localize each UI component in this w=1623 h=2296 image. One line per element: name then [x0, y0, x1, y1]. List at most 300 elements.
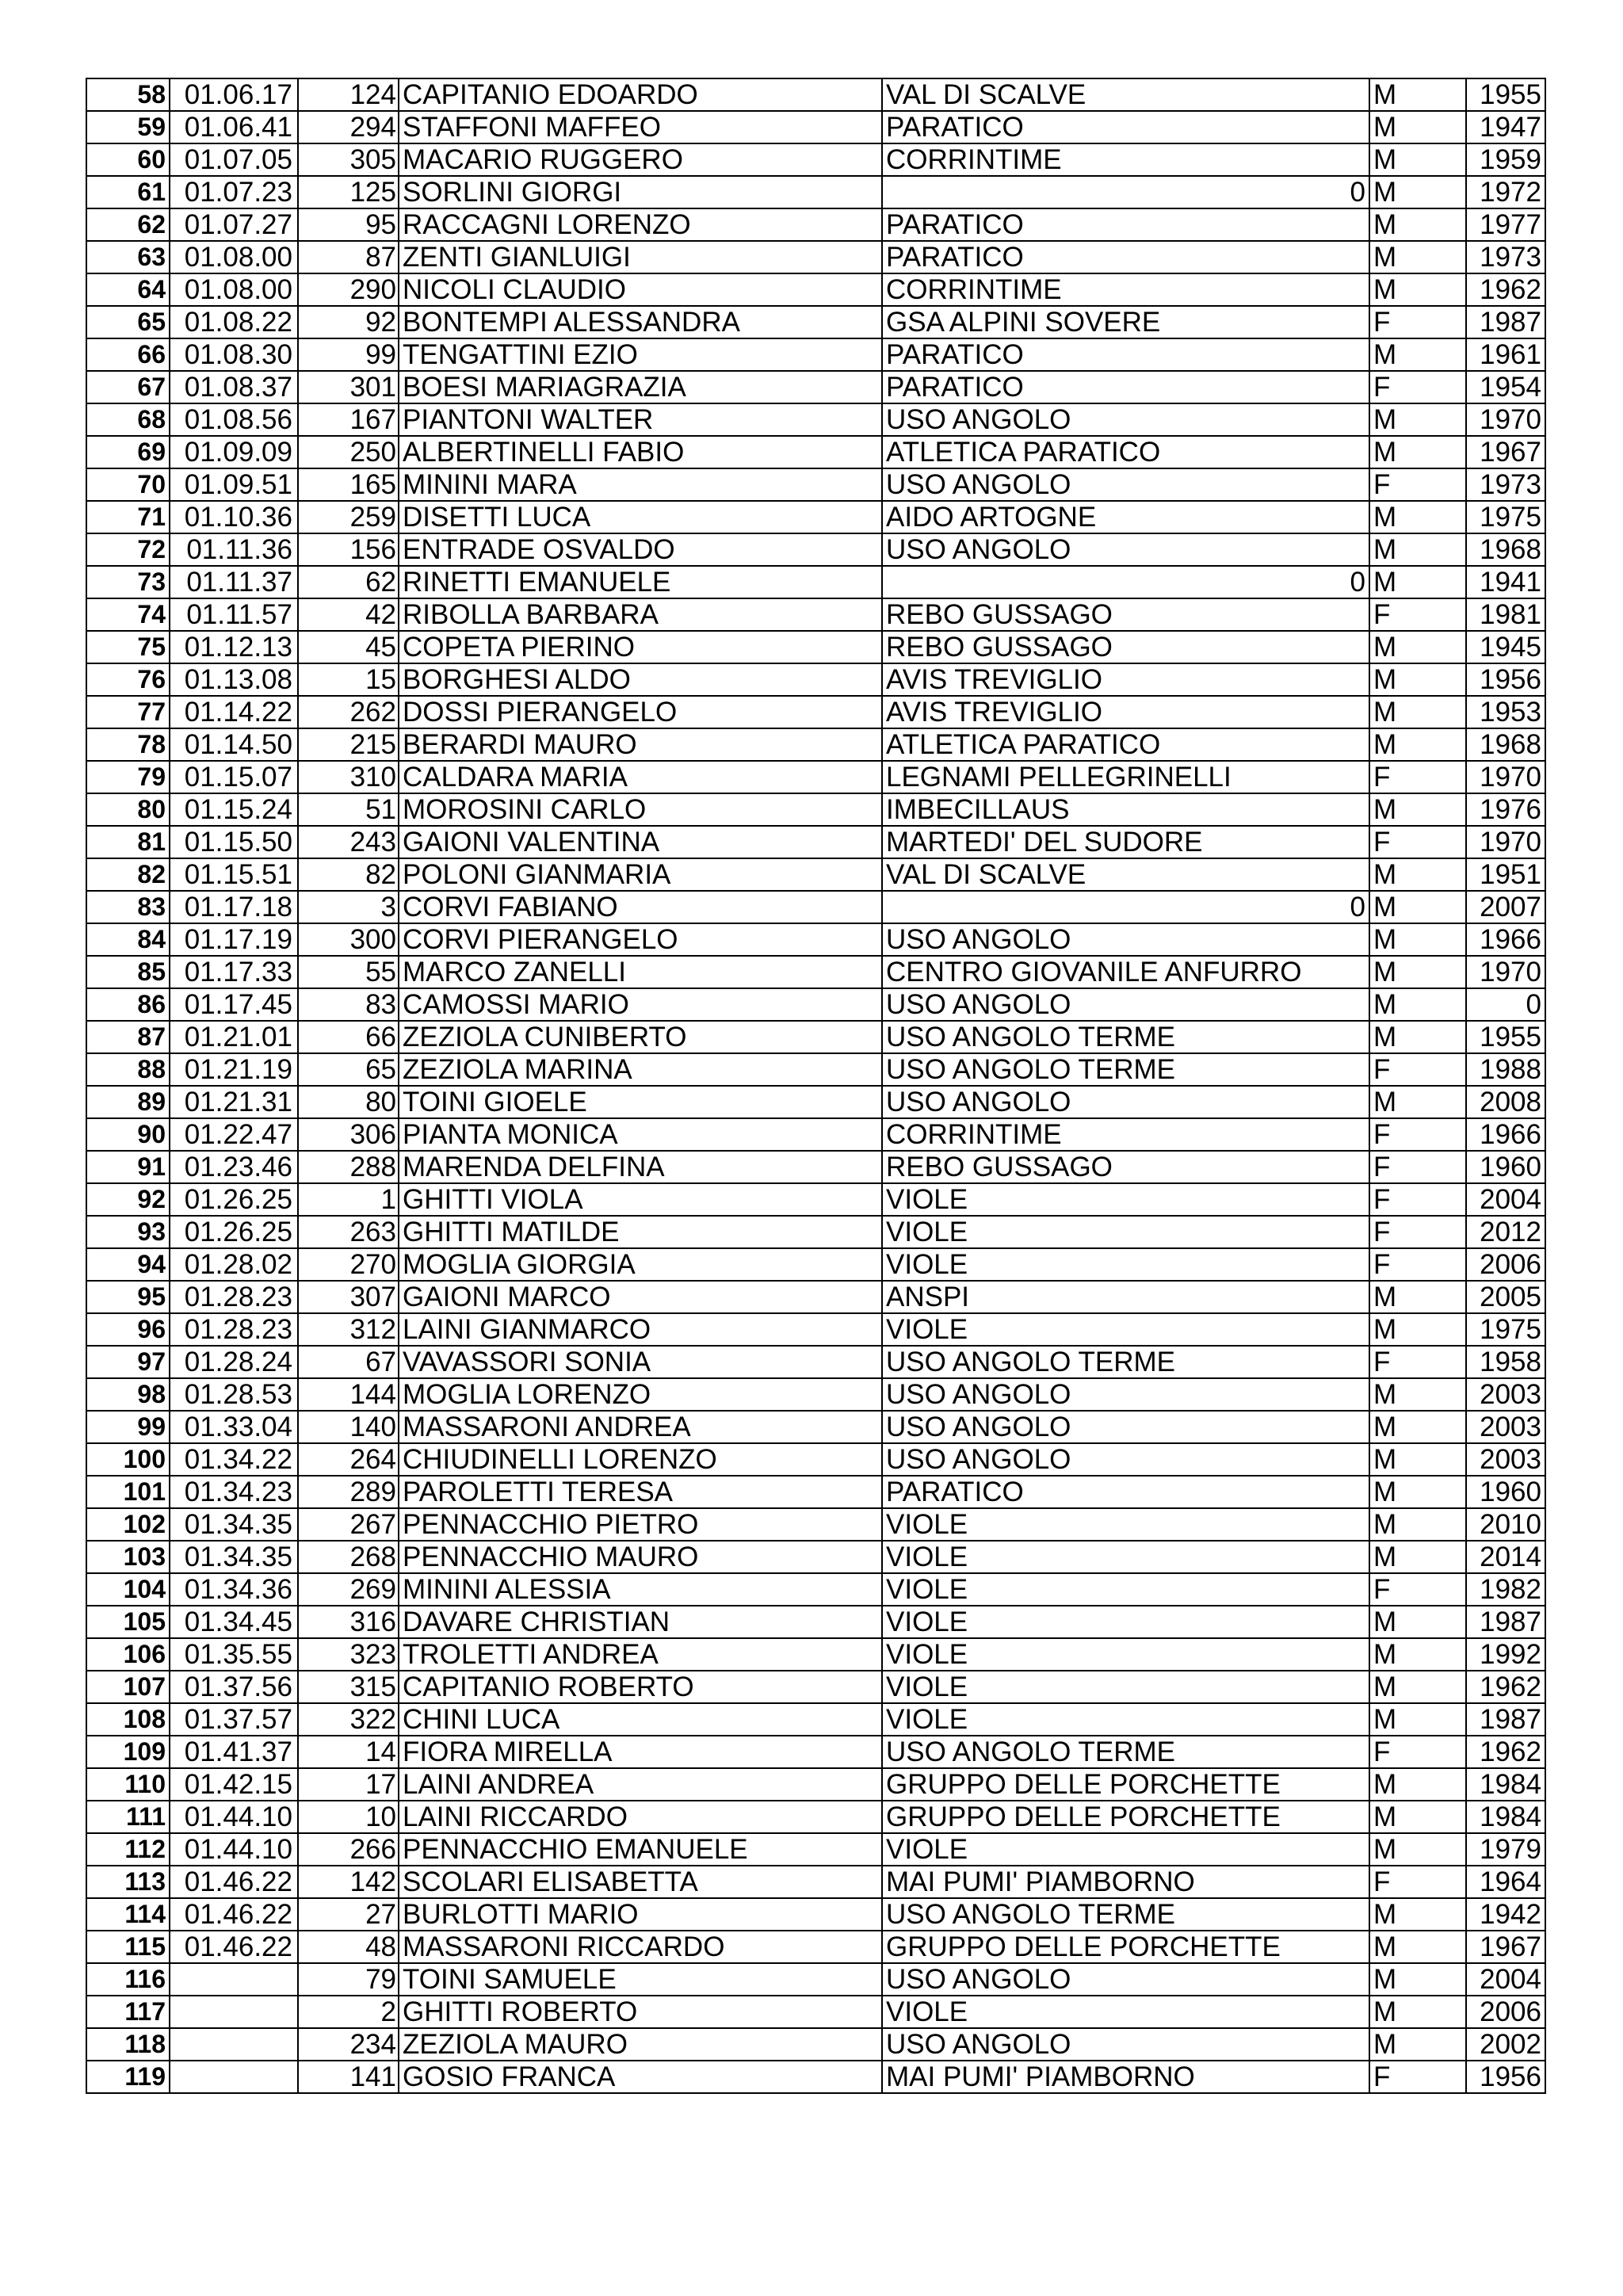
- bib-number-cell: 307: [298, 1281, 399, 1313]
- bib-number-cell: 268: [298, 1541, 399, 1573]
- team-name: USO ANGOLO TERME: [886, 1054, 1175, 1085]
- athlete-name-cell: MASSARONI ANDREA: [399, 1411, 882, 1443]
- bib-number-cell: 51: [298, 793, 399, 826]
- sex-cell: M: [1369, 1021, 1466, 1053]
- position-cell: 101: [86, 1476, 170, 1508]
- athlete-name-cell: CAMOSSI MARIO: [399, 988, 882, 1021]
- team-cell: [882, 1508, 1369, 1541]
- result-row: [86, 1151, 1545, 1183]
- team-cell: [882, 956, 1369, 988]
- position-cell: 59: [86, 111, 170, 143]
- time-cell: 01.23.46: [170, 1151, 298, 1183]
- bib-number-cell: 264: [298, 1443, 399, 1476]
- time-cell: 01.34.35: [170, 1541, 298, 1573]
- team-name: USO ANGOLO: [886, 1964, 1071, 1995]
- birth-year-cell: 1970: [1466, 956, 1545, 988]
- bib-number-cell: 14: [298, 1736, 399, 1768]
- position-cell: 112: [86, 1833, 170, 1866]
- bib-number-cell: 62: [298, 566, 399, 598]
- birth-year-cell: 1976: [1466, 793, 1545, 826]
- athlete-name-cell: NICOLI CLAUDIO: [399, 273, 882, 306]
- team-cell: [882, 1638, 1369, 1671]
- sex-cell: F: [1369, 1183, 1466, 1216]
- athlete-name-cell: MASSARONI RICCARDO: [399, 1931, 882, 1963]
- athlete-name-cell: CORVI FABIANO: [399, 891, 882, 923]
- team-cell: [882, 436, 1369, 468]
- team-cell: [882, 1996, 1369, 2028]
- time-cell: 01.26.25: [170, 1183, 298, 1216]
- result-row: [86, 1216, 1545, 1248]
- athlete-name-cell: CAPITANIO EDOARDO: [399, 78, 882, 111]
- athlete-name-cell: GHITTI VIOLA: [399, 1183, 882, 1216]
- position-cell: 97: [86, 1346, 170, 1378]
- sex-cell: F: [1369, 1151, 1466, 1183]
- birth-year-cell: 1956: [1466, 2061, 1545, 2093]
- team-cell: [882, 826, 1369, 858]
- position-cell: 84: [86, 923, 170, 956]
- result-row: [86, 1931, 1545, 1963]
- team-cell: [882, 1768, 1369, 1801]
- result-row: [86, 891, 1545, 923]
- sex-cell: M: [1369, 858, 1466, 891]
- team-cell: [882, 1411, 1369, 1443]
- athlete-name-cell: LAINI GIANMARCO: [399, 1313, 882, 1346]
- athlete-name-cell: GAIONI VALENTINA: [399, 826, 882, 858]
- sex-cell: M: [1369, 1508, 1466, 1541]
- time-cell: 01.28.02: [170, 1248, 298, 1281]
- team-cell: [882, 1963, 1369, 1996]
- time-cell: 01.28.24: [170, 1346, 298, 1378]
- birth-year-cell: 2014: [1466, 1541, 1545, 1573]
- team-name: MARTEDI' DEL SUDORE: [886, 827, 1203, 858]
- athlete-name-cell: MININI ALESSIA: [399, 1573, 882, 1606]
- sex-cell: F: [1369, 1573, 1466, 1606]
- time-cell: 01.12.13: [170, 631, 298, 663]
- bib-number-cell: 306: [298, 1118, 399, 1151]
- bib-number-cell: 262: [298, 696, 399, 728]
- athlete-name-cell: GHITTI MATILDE: [399, 1216, 882, 1248]
- birth-year-cell: 2003: [1466, 1378, 1545, 1411]
- team-cell: [882, 1573, 1369, 1606]
- birth-year-cell: 2006: [1466, 1248, 1545, 1281]
- team-name: USO ANGOLO TERME: [886, 1347, 1175, 1377]
- time-cell: 01.46.22: [170, 1898, 298, 1931]
- position-cell: 108: [86, 1703, 170, 1736]
- result-row: [86, 793, 1545, 826]
- sex-cell: M: [1369, 663, 1466, 696]
- athlete-name-cell: ZEZIOLA CUNIBERTO: [399, 1021, 882, 1053]
- team-cell: [882, 1346, 1369, 1378]
- bib-number-cell: 80: [298, 1086, 399, 1118]
- birth-year-cell: 1945: [1466, 631, 1545, 663]
- team-name: USO ANGOLO TERME: [886, 1022, 1175, 1052]
- sex-cell: F: [1369, 826, 1466, 858]
- bib-number-cell: 315: [298, 1671, 399, 1703]
- birth-year-cell: 1941: [1466, 566, 1545, 598]
- birth-year-cell: 1962: [1466, 1736, 1545, 1768]
- position-cell: 91: [86, 1151, 170, 1183]
- sex-cell: F: [1369, 1248, 1466, 1281]
- result-row: [86, 2061, 1545, 2093]
- sex-cell: M: [1369, 1671, 1466, 1703]
- birth-year-cell: 2003: [1466, 1411, 1545, 1443]
- team-cell: [882, 1118, 1369, 1151]
- result-row: [86, 1021, 1545, 1053]
- position-cell: 70: [86, 468, 170, 501]
- sex-cell: M: [1369, 728, 1466, 761]
- bib-number-cell: 323: [298, 1638, 399, 1671]
- bib-number-cell: 322: [298, 1703, 399, 1736]
- sex-cell: M: [1369, 241, 1466, 273]
- team-name: PARATICO: [886, 209, 1024, 240]
- result-row: [86, 176, 1545, 208]
- position-cell: 113: [86, 1866, 170, 1898]
- team-name: VIOLE: [886, 1606, 968, 1637]
- sex-cell: F: [1369, 371, 1466, 403]
- sex-cell: M: [1369, 1378, 1466, 1411]
- time-cell: 01.28.23: [170, 1281, 298, 1313]
- sex-cell: M: [1369, 1638, 1466, 1671]
- team-cell: [882, 111, 1369, 143]
- team-name: AVIS TREVIGLIO: [886, 664, 1102, 695]
- team-name: CORRINTIME: [886, 1119, 1062, 1150]
- birth-year-cell: 1973: [1466, 241, 1545, 273]
- team-cell: [882, 1931, 1369, 1963]
- team-cell: [882, 1053, 1369, 1086]
- position-cell: 64: [86, 273, 170, 306]
- time-cell: 01.06.41: [170, 111, 298, 143]
- position-cell: 110: [86, 1768, 170, 1801]
- team-name: GRUPPO DELLE PORCHETTE: [886, 1769, 1281, 1800]
- result-row: [86, 1833, 1545, 1866]
- birth-year-cell: 1982: [1466, 1573, 1545, 1606]
- position-cell: 66: [86, 338, 170, 371]
- position-cell: 114: [86, 1898, 170, 1931]
- team-name: USO ANGOLO: [886, 989, 1071, 1020]
- team-cell: [882, 1866, 1369, 1898]
- team-name: USO ANGOLO: [886, 1412, 1071, 1442]
- team-name: AVIS TREVIGLIO: [886, 697, 1102, 728]
- time-cell: 01.35.55: [170, 1638, 298, 1671]
- athlete-name-cell: MARCO ZANELLI: [399, 956, 882, 988]
- time-cell: 01.21.19: [170, 1053, 298, 1086]
- team-cell: [882, 728, 1369, 761]
- result-row: [86, 1346, 1545, 1378]
- time-cell: 01.15.51: [170, 858, 298, 891]
- time-cell: 01.08.30: [170, 338, 298, 371]
- sex-cell: M: [1369, 1086, 1466, 1118]
- team-cell: [882, 306, 1369, 338]
- result-row: [86, 1248, 1545, 1281]
- athlete-name-cell: BERARDI MAURO: [399, 728, 882, 761]
- result-row: [86, 1053, 1545, 1086]
- result-row: [86, 1378, 1545, 1411]
- team-name: VIOLE: [886, 1574, 968, 1605]
- team-name: MAI PUMI' PIAMBORNO: [886, 2061, 1195, 2092]
- team-cell: [882, 793, 1369, 826]
- birth-year-cell: 2004: [1466, 1183, 1545, 1216]
- time-cell: 01.17.19: [170, 923, 298, 956]
- results-body: [86, 78, 1545, 2093]
- bib-number-cell: 144: [298, 1378, 399, 1411]
- time-cell: 01.08.00: [170, 241, 298, 273]
- sex-cell: M: [1369, 176, 1466, 208]
- athlete-name-cell: CHINI LUCA: [399, 1703, 882, 1736]
- sex-cell: F: [1369, 306, 1466, 338]
- result-row: [86, 241, 1545, 273]
- bib-number-cell: 243: [298, 826, 399, 858]
- sex-cell: M: [1369, 631, 1466, 663]
- position-cell: 81: [86, 826, 170, 858]
- athlete-name-cell: PIANTA MONICA: [399, 1118, 882, 1151]
- team-zero-value: 0: [1350, 177, 1365, 208]
- time-cell: 01.34.22: [170, 1443, 298, 1476]
- birth-year-cell: 1970: [1466, 403, 1545, 436]
- time-cell: 01.07.05: [170, 143, 298, 176]
- bib-number-cell: 125: [298, 176, 399, 208]
- result-row: [86, 468, 1545, 501]
- birth-year-cell: 1966: [1466, 923, 1545, 956]
- sex-cell: F: [1369, 761, 1466, 793]
- time-cell: 01.28.23: [170, 1313, 298, 1346]
- sex-cell: F: [1369, 598, 1466, 631]
- result-row: [86, 696, 1545, 728]
- team-cell: [882, 566, 1369, 598]
- sex-cell: M: [1369, 1313, 1466, 1346]
- team-cell: [882, 1216, 1369, 1248]
- position-cell: 96: [86, 1313, 170, 1346]
- bib-number-cell: 300: [298, 923, 399, 956]
- team-cell: [882, 468, 1369, 501]
- result-row: [86, 1476, 1545, 1508]
- birth-year-cell: 1962: [1466, 1671, 1545, 1703]
- athlete-name-cell: CORVI PIERANGELO: [399, 923, 882, 956]
- team-name: USO ANGOLO: [886, 1444, 1071, 1475]
- team-cell: [882, 696, 1369, 728]
- athlete-name-cell: VAVASSORI SONIA: [399, 1346, 882, 1378]
- team-name: CORRINTIME: [886, 144, 1062, 175]
- athlete-name-cell: CALDARA MARIA: [399, 761, 882, 793]
- result-row: [86, 1573, 1545, 1606]
- team-name: LEGNAMI PELLEGRINELLI: [886, 762, 1232, 793]
- result-row: [86, 598, 1545, 631]
- bib-number-cell: 82: [298, 858, 399, 891]
- position-cell: 89: [86, 1086, 170, 1118]
- athlete-name-cell: TROLETTI ANDREA: [399, 1638, 882, 1671]
- sex-cell: M: [1369, 1411, 1466, 1443]
- sex-cell: M: [1369, 403, 1466, 436]
- birth-year-cell: 1984: [1466, 1801, 1545, 1833]
- team-cell: [882, 923, 1369, 956]
- result-row: [86, 566, 1545, 598]
- team-cell: [882, 988, 1369, 1021]
- team-name: GRUPPO DELLE PORCHETTE: [886, 1931, 1281, 1962]
- bib-number-cell: 124: [298, 78, 399, 111]
- sex-cell: M: [1369, 1606, 1466, 1638]
- team-name: USO ANGOLO: [886, 1087, 1071, 1117]
- birth-year-cell: 1951: [1466, 858, 1545, 891]
- team-name: USO ANGOLO: [886, 2029, 1071, 2060]
- time-cell: 01.11.37: [170, 566, 298, 598]
- athlete-name-cell: GAIONI MARCO: [399, 1281, 882, 1313]
- bib-number-cell: 167: [298, 403, 399, 436]
- bib-number-cell: 269: [298, 1573, 399, 1606]
- result-row: [86, 208, 1545, 241]
- position-cell: 98: [86, 1378, 170, 1411]
- time-cell: 01.44.10: [170, 1833, 298, 1866]
- position-cell: 77: [86, 696, 170, 728]
- team-name: CORRINTIME: [886, 274, 1062, 305]
- time-cell: 01.22.47: [170, 1118, 298, 1151]
- position-cell: 68: [86, 403, 170, 436]
- bib-number-cell: 66: [298, 1021, 399, 1053]
- athlete-name-cell: COPETA PIERINO: [399, 631, 882, 663]
- sex-cell: M: [1369, 208, 1466, 241]
- bib-number-cell: 141: [298, 2061, 399, 2093]
- team-cell: [882, 1313, 1369, 1346]
- athlete-name-cell: PENNACCHIO PIETRO: [399, 1508, 882, 1541]
- team-name: VIOLE: [886, 1834, 968, 1865]
- athlete-name-cell: DISETTI LUCA: [399, 501, 882, 533]
- birth-year-cell: 1984: [1466, 1768, 1545, 1801]
- time-cell: 01.17.45: [170, 988, 298, 1021]
- position-cell: 118: [86, 2028, 170, 2061]
- position-cell: 62: [86, 208, 170, 241]
- athlete-name-cell: LAINI RICCARDO: [399, 1801, 882, 1833]
- sex-cell: M: [1369, 338, 1466, 371]
- sex-cell: M: [1369, 78, 1466, 111]
- bib-number-cell: 15: [298, 663, 399, 696]
- time-cell: 01.34.23: [170, 1476, 298, 1508]
- athlete-name-cell: BONTEMPI ALESSANDRA: [399, 306, 882, 338]
- result-row: [86, 306, 1545, 338]
- team-name: GSA ALPINI SOVERE: [886, 307, 1161, 338]
- bib-number-cell: 266: [298, 1833, 399, 1866]
- team-zero-value: 0: [1350, 892, 1365, 923]
- athlete-name-cell: ALBERTINELLI FABIO: [399, 436, 882, 468]
- team-cell: [882, 338, 1369, 371]
- bib-number-cell: 259: [298, 501, 399, 533]
- bib-number-cell: 310: [298, 761, 399, 793]
- time-cell: 01.15.07: [170, 761, 298, 793]
- team-cell: [882, 1281, 1369, 1313]
- sex-cell: M: [1369, 891, 1466, 923]
- position-cell: 92: [86, 1183, 170, 1216]
- time-cell: 01.09.51: [170, 468, 298, 501]
- birth-year-cell: 1970: [1466, 826, 1545, 858]
- result-row: [86, 1281, 1545, 1313]
- birth-year-cell: 2008: [1466, 1086, 1545, 1118]
- birth-year-cell: 2010: [1466, 1508, 1545, 1541]
- team-zero-value: 0: [1350, 567, 1365, 598]
- result-row: [86, 988, 1545, 1021]
- position-cell: 105: [86, 1606, 170, 1638]
- sex-cell: M: [1369, 1703, 1466, 1736]
- team-name: USO ANGOLO TERME: [886, 1899, 1175, 1930]
- result-row: [86, 1996, 1545, 2028]
- bib-number-cell: 290: [298, 273, 399, 306]
- team-cell: [882, 78, 1369, 111]
- team-cell: [882, 501, 1369, 533]
- athlete-name-cell: SCOLARI ELISABETTA: [399, 1866, 882, 1898]
- birth-year-cell: 2005: [1466, 1281, 1545, 1313]
- position-cell: 67: [86, 371, 170, 403]
- bib-number-cell: 215: [298, 728, 399, 761]
- result-row: [86, 2028, 1545, 2061]
- sex-cell: M: [1369, 1898, 1466, 1931]
- position-cell: 99: [86, 1411, 170, 1443]
- time-cell: [170, 1963, 298, 1996]
- bib-number-cell: 67: [298, 1346, 399, 1378]
- team-name: REBO GUSSAGO: [886, 1152, 1113, 1182]
- result-row: [86, 631, 1545, 663]
- position-cell: 76: [86, 663, 170, 696]
- sex-cell: F: [1369, 468, 1466, 501]
- team-name: VIOLE: [886, 1184, 968, 1215]
- bib-number-cell: 305: [298, 143, 399, 176]
- time-cell: 01.42.15: [170, 1768, 298, 1801]
- sex-cell: M: [1369, 2028, 1466, 2061]
- time-cell: 01.13.08: [170, 663, 298, 696]
- birth-year-cell: 1962: [1466, 273, 1545, 306]
- athlete-name-cell: DOSSI PIERANGELO: [399, 696, 882, 728]
- result-row: [86, 143, 1545, 176]
- birth-year-cell: 1967: [1466, 436, 1545, 468]
- team-cell: [882, 403, 1369, 436]
- team-name: PARATICO: [886, 339, 1024, 370]
- position-cell: 86: [86, 988, 170, 1021]
- position-cell: 58: [86, 78, 170, 111]
- athlete-name-cell: SORLINI GIORGI: [399, 176, 882, 208]
- athlete-name-cell: GHITTI ROBERTO: [399, 1996, 882, 2028]
- birth-year-cell: 1979: [1466, 1833, 1545, 1866]
- team-cell: [882, 663, 1369, 696]
- result-row: [86, 1086, 1545, 1118]
- sex-cell: M: [1369, 111, 1466, 143]
- bib-number-cell: 65: [298, 1053, 399, 1086]
- position-cell: 109: [86, 1736, 170, 1768]
- bib-number-cell: 48: [298, 1931, 399, 1963]
- team-name: USO ANGOLO: [886, 534, 1071, 565]
- result-row: [86, 78, 1545, 111]
- birth-year-cell: 1964: [1466, 1866, 1545, 1898]
- team-cell: [882, 2061, 1369, 2093]
- time-cell: 01.15.50: [170, 826, 298, 858]
- team-cell: [882, 1833, 1369, 1866]
- bib-number-cell: 140: [298, 1411, 399, 1443]
- team-name: PARATICO: [886, 372, 1024, 403]
- result-row: [86, 663, 1545, 696]
- athlete-name-cell: PENNACCHIO EMANUELE: [399, 1833, 882, 1866]
- bib-number-cell: 316: [298, 1606, 399, 1638]
- athlete-name-cell: PIANTONI WALTER: [399, 403, 882, 436]
- time-cell: 01.08.56: [170, 403, 298, 436]
- team-cell: [882, 761, 1369, 793]
- sex-cell: M: [1369, 1996, 1466, 2028]
- athlete-name-cell: STAFFONI MAFFEO: [399, 111, 882, 143]
- birth-year-cell: 1972: [1466, 176, 1545, 208]
- position-cell: 75: [86, 631, 170, 663]
- time-cell: 01.28.53: [170, 1378, 298, 1411]
- team-cell: [882, 1021, 1369, 1053]
- athlete-name-cell: MACARIO RUGGERO: [399, 143, 882, 176]
- team-cell: [882, 2028, 1369, 2061]
- birth-year-cell: 1988: [1466, 1053, 1545, 1086]
- position-cell: 79: [86, 761, 170, 793]
- bib-number-cell: 10: [298, 1801, 399, 1833]
- sex-cell: F: [1369, 1118, 1466, 1151]
- sex-cell: M: [1369, 1833, 1466, 1866]
